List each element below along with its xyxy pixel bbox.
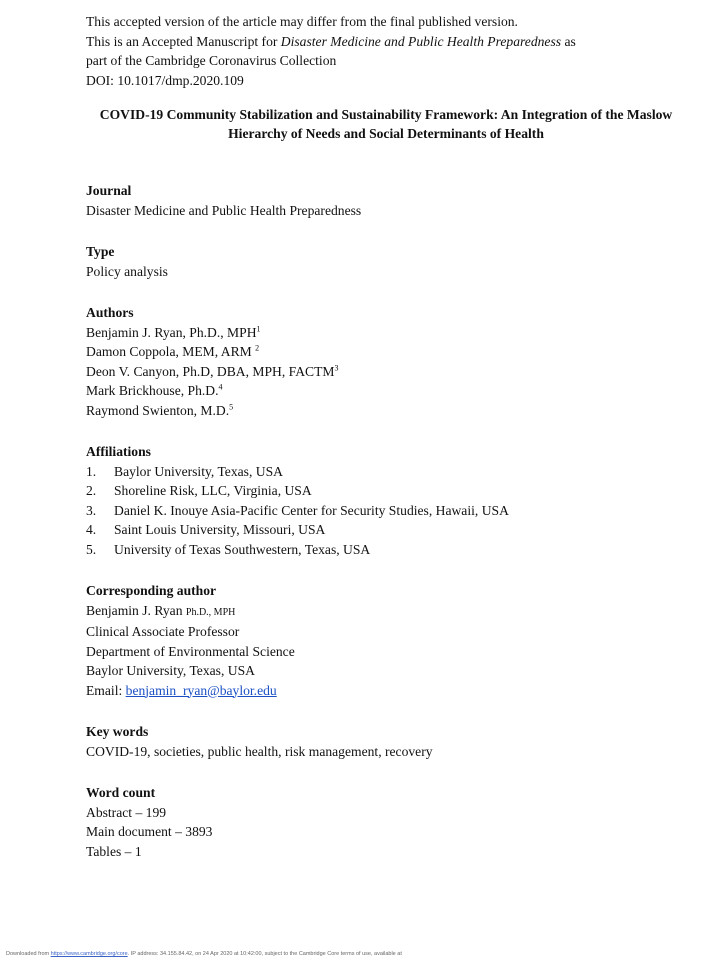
list-item: [86, 462, 686, 482]
type-value: Policy analysis: [86, 263, 168, 279]
notice-line-2-suffix: as: [561, 33, 576, 49]
word-count-abstract: Abstract – 199: [86, 804, 167, 820]
affiliations-list: [86, 462, 686, 560]
author-item: [86, 342, 686, 362]
accepted-manuscript-notice: [86, 12, 686, 90]
doi-line: DOI: 10.1017/dmp.2020.109: [86, 72, 244, 88]
email-label: Email:: [86, 682, 126, 698]
corresponding-name-line: [86, 601, 686, 623]
email-link[interactable]: benjamin_ryan@baylor.edu: [125, 682, 277, 698]
footer-prefix: Downloaded from: [6, 951, 51, 957]
list-number: 3.: [86, 502, 97, 518]
affiliation-text: Saint Louis University, Missouri, USA: [114, 522, 326, 537]
author-affiliation-ref: 4: [218, 382, 223, 392]
download-footer: [6, 951, 706, 958]
list-item: [86, 481, 686, 501]
manuscript-page: [86, 12, 686, 861]
affiliations-heading: Affiliations: [86, 444, 151, 459]
word-count-heading: Word count: [86, 785, 156, 800]
author-name: Raymond Swienton, M.D.: [86, 402, 230, 418]
author-item: [86, 362, 686, 382]
authors-section: [86, 303, 686, 420]
word-count-section: [86, 783, 686, 861]
author-name: Benjamin J. Ryan, Ph.D., MPH: [86, 324, 257, 340]
word-count-tables: Tables – 1: [86, 843, 142, 859]
corresponding-name: Benjamin J. Ryan: [86, 602, 186, 618]
notice-line-2: [86, 32, 686, 52]
corresponding-author-section: [86, 581, 686, 700]
corresponding-title: Clinical Associate Professor: [86, 624, 240, 639]
journal-value: Disaster Medicine and Public Health Preparedness: [86, 202, 362, 218]
journal-section: [86, 181, 686, 220]
corresponding-institution: Baylor University, Texas, USA: [86, 663, 255, 678]
list-number: 5.: [86, 541, 97, 557]
notice-line-3: part of the Cambridge Coronavirus Collection: [86, 53, 337, 68]
affiliation-text: Shoreline Risk, LLC, Virginia, USA: [114, 483, 312, 498]
affiliation-text: University of Texas Southwestern, Texas, USA: [114, 541, 371, 557]
corresponding-credentials: Ph.D., MPH: [185, 606, 236, 618]
word-count-main: Main document – 3893: [86, 824, 213, 839]
corresponding-department: Department of Environmental Science: [86, 643, 295, 659]
list-number: 1.: [86, 463, 97, 479]
notice-journal-name: Disaster Medicine and Public Health Preparedness: [280, 33, 562, 49]
author-affiliation-ref: 2: [255, 343, 260, 353]
article-title: COVID-19 Community Stabilization and Sustainability Framework: An Integration of the Maslow Hierarchy of Needs and Social Determinants of Health: [99, 107, 673, 141]
keywords-section: [86, 722, 686, 761]
author-item: [86, 323, 686, 343]
list-number: 4.: [86, 522, 97, 537]
email-line: [86, 681, 686, 701]
author-name: Deon V. Canyon, Ph.D, DBA, MPH, FACTM: [86, 363, 335, 379]
keywords-heading: Key words: [86, 724, 149, 739]
author-name: Mark Brickhouse, Ph.D.: [86, 383, 219, 398]
type-section: [86, 242, 686, 281]
affiliations-section: [86, 442, 686, 559]
authors-heading: Authors: [86, 305, 134, 320]
footer-suffix: . IP address: 34.155.84.42, on 24 Apr 2020 at 10:42:00, subject to the Cambridge Core terms of use, available at: [127, 951, 402, 957]
notice-line-2-prefix: This is an Accepted Manuscript for: [86, 33, 281, 49]
list-item: [86, 520, 686, 540]
author-name: Damon Coppola, MEM, ARM: [86, 344, 256, 359]
corresponding-heading: Corresponding author: [86, 583, 217, 598]
affiliation-text: Baylor University, Texas, USA: [114, 463, 283, 479]
author-affiliation-ref: 5: [229, 401, 234, 411]
affiliation-text: Daniel K. Inouye Asia-Pacific Center for Security Studies, Hawaii, USA: [114, 502, 509, 518]
author-affiliation-ref: 3: [334, 362, 339, 372]
list-item: [86, 501, 686, 521]
author-item: [86, 381, 686, 401]
list-item: [86, 540, 686, 560]
author-affiliation-ref: 1: [256, 323, 261, 333]
type-heading: Type: [86, 244, 115, 259]
footer-link[interactable]: https://www.cambridge.org/core: [50, 951, 128, 957]
journal-heading: Journal: [86, 183, 132, 198]
author-item: [86, 401, 686, 421]
keywords-value: COVID-19, societies, public health, risk management, recovery: [86, 743, 433, 759]
notice-line-1: This accepted version of the article may differ from the final published version.: [86, 14, 518, 29]
list-number: 2.: [86, 483, 97, 498]
